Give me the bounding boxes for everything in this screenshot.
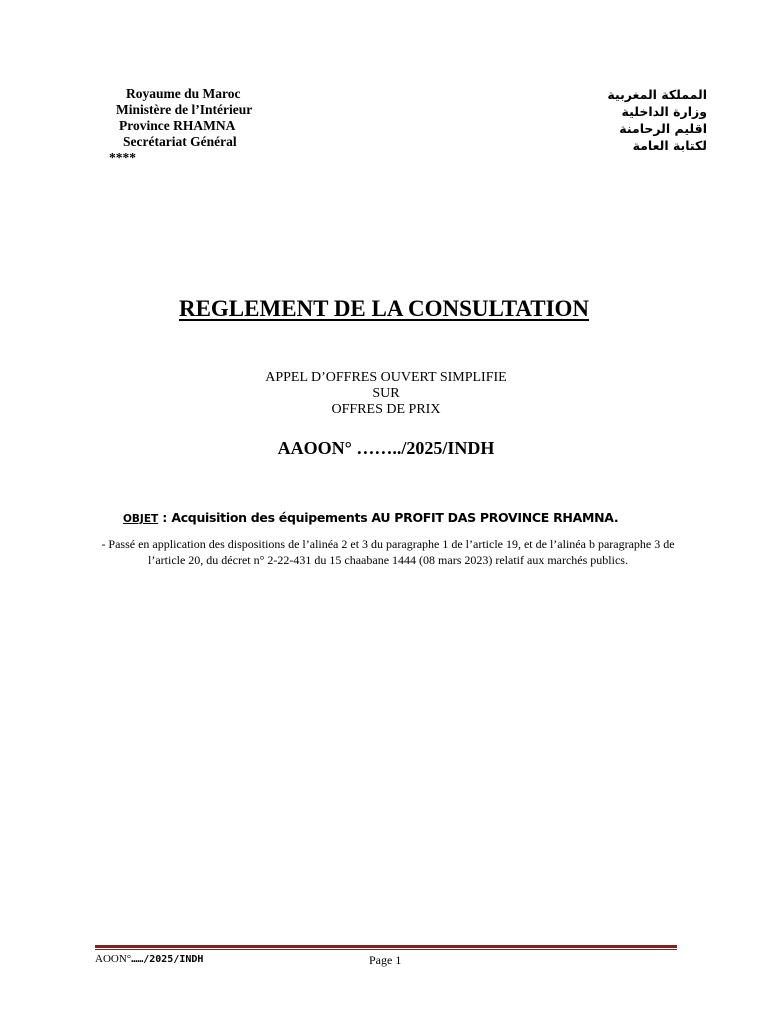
french-header xyxy=(100,86,275,166)
footer-ref-prefix: AOON° xyxy=(95,953,132,965)
document-subtitle xyxy=(0,370,768,418)
objet-separator: : xyxy=(158,511,172,525)
footer-reference xyxy=(95,953,203,965)
footer-page-number: Page 1 xyxy=(369,953,402,967)
header-fr-stars: **** xyxy=(109,150,136,165)
legal-basis-text: - Passé en application des dispositions de l’alinéa 2 et 3 du paragraphe 1 de l’article 19, et de l’alinéa b paragraphe 3 de l’article 20, du décret n° 2-22-431 du 15 chaabane 1444 (08 mars 2023) relatif aux marchés publics. xyxy=(101,537,675,567)
subtitle-line-2: SUR xyxy=(372,386,400,401)
header-fr-kingdom: Royaume du Maroc xyxy=(126,86,241,101)
objet-line xyxy=(123,507,618,526)
header-fr-secretariat: Secrétariat Général xyxy=(123,134,237,149)
header-ar-kingdom: المملكة المغربية xyxy=(607,87,707,102)
subtitle-line-3: OFFRES DE PRIX xyxy=(331,402,441,417)
objet-text: Acquisition des équipements AU PROFIT DAS PROVINCE RHAMNA. xyxy=(171,510,619,525)
arabic-header xyxy=(507,86,707,154)
header-fr-province: Province RHAMNA xyxy=(119,118,236,133)
objet-label: OBJET xyxy=(123,513,159,525)
footer-ref-suffix: ……/2025/INDH xyxy=(131,954,204,965)
header-fr-ministry: Ministère de l’Intérieur xyxy=(116,102,253,117)
header-ar-secretariat: لكتابة العامة xyxy=(632,138,707,153)
footer-rule-thin xyxy=(95,949,677,950)
footer-rule-thick xyxy=(95,945,677,948)
document-title: REGLEMENT DE LA CONSULTATION xyxy=(178,296,590,321)
tender-reference: AAOON° ……../2025/INDH xyxy=(277,438,495,458)
header-ar-province: اقليم الرحامنة xyxy=(619,121,707,136)
subtitle-line-1: APPEL D’OFFRES OUVERT SIMPLIFIE xyxy=(265,370,507,385)
header-ar-ministry: وزارة الداخلية xyxy=(621,104,707,119)
